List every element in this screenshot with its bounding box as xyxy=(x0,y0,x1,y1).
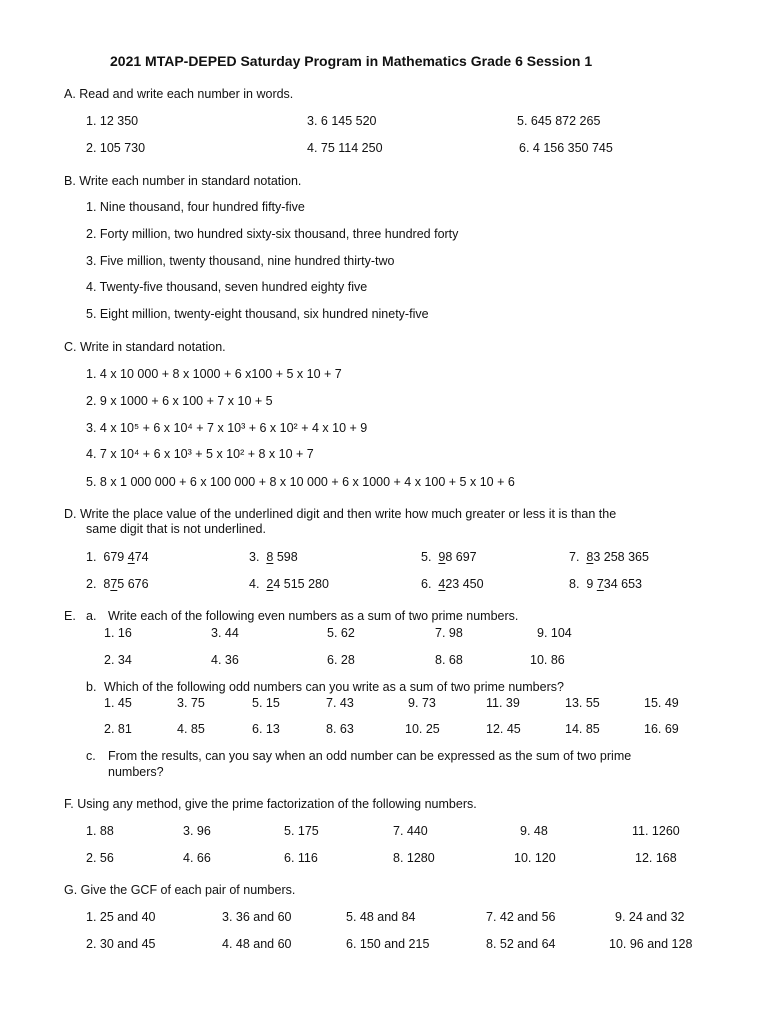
list-item: 14. 85 xyxy=(565,722,600,736)
list-item: 3. 96 xyxy=(183,824,211,838)
list-item: 1. 45 xyxy=(104,696,132,710)
page-title: 2021 MTAP-DEPED Saturday Program in Mathematics Grade 6 Session 1 xyxy=(110,53,593,69)
list-item: 3. 6 145 520 xyxy=(307,114,377,128)
list-item: 4. 75 114 250 xyxy=(307,141,383,155)
list-item: 2. 81 xyxy=(104,722,132,736)
part-marker: a. xyxy=(86,609,97,623)
underlined-digit: 8 xyxy=(266,550,274,564)
section-g-heading: G. Give the GCF of each pair of numbers. xyxy=(64,883,296,897)
list-item: 2. 56 xyxy=(86,851,114,865)
part-c-question-cont: numbers? xyxy=(108,765,164,779)
part-marker: c. xyxy=(86,749,96,763)
part-b-instruction: Which of the following odd numbers can you write as a sum of two prime numbers? xyxy=(104,680,564,694)
list-item: 12. 45 xyxy=(486,722,521,736)
underlined-digit: 4 xyxy=(127,550,135,564)
list-item: 5. Eight million, twenty-eight thousand, six hundred ninety-five xyxy=(86,307,429,321)
list-item: 2. 34 xyxy=(104,653,132,667)
list-item: 8. 9 734 653 xyxy=(569,577,643,591)
list-item: 1. 4 x 10 000 + 8 x 1000 + 6 x100 + 5 x 10 + 7 xyxy=(86,367,342,381)
list-item: 5. 15 xyxy=(252,696,280,710)
list-item: 7. 440 xyxy=(393,824,428,838)
list-item: 7. 43 xyxy=(326,696,354,710)
list-item: 10. 25 xyxy=(405,722,440,736)
list-item: 7. 98 xyxy=(435,626,463,640)
list-item: 16. 69 xyxy=(644,722,679,736)
list-item: 1. Nine thousand, four hundred fifty-five xyxy=(86,200,305,214)
list-item: 4. 7 x 10⁴ + 6 x 10³ + 5 x 10² + 8 x 10 + 7 xyxy=(86,447,314,461)
list-item: 2. 105 730 xyxy=(86,141,146,155)
list-item: 9. 104 xyxy=(537,626,572,640)
underlined-digit: 7 xyxy=(110,577,118,591)
part-c-question: From the results, can you say when an odd number can be expressed as the sum of two prime xyxy=(108,749,632,763)
list-item: 6. 28 xyxy=(327,653,355,667)
list-item: 10. 86 xyxy=(530,653,565,667)
list-item: 4. 66 xyxy=(183,851,211,865)
list-item: 5. 8 x 1 000 000 + 6 x 100 000 + 8 x 10 000 + 6 x 1000 + 4 x 100 + 5 x 10 + 6 xyxy=(86,475,515,489)
list-item: 4. Twenty-five thousand, seven hundred eighty five xyxy=(86,280,368,294)
list-item: 6. 150 and 215 xyxy=(346,937,430,951)
list-item: 2. 875 676 xyxy=(86,577,149,591)
list-item: 4. 36 xyxy=(211,653,239,667)
list-item: 1. 679 474 xyxy=(86,550,149,564)
underlined-digit: 9 xyxy=(438,550,446,564)
list-item: 2. Forty million, two hundred sixty-six thousand, three hundred forty xyxy=(86,227,459,241)
section-a-heading: A. Read and write each number in words. xyxy=(64,87,294,101)
list-item: 1. 88 xyxy=(86,824,114,838)
list-item: 3. 36 and 60 xyxy=(222,910,292,924)
list-item: 6. 423 450 xyxy=(421,577,484,591)
list-item: 8. 68 xyxy=(435,653,463,667)
section-d-heading-cont: same digit that is not underlined. xyxy=(86,522,266,536)
part-marker: b. xyxy=(86,680,97,694)
list-item: 3. Five million, twenty thousand, nine hundred thirty-two xyxy=(86,254,395,268)
list-item: 4. 24 515 280 xyxy=(249,577,329,591)
list-item: 7. 42 and 56 xyxy=(486,910,556,924)
section-c-heading: C. Write in standard notation. xyxy=(64,340,226,354)
list-item: 11. 39 xyxy=(486,696,520,710)
underlined-digit: 2 xyxy=(266,577,274,591)
list-item: 6. 4 156 350 745 xyxy=(519,141,613,155)
list-item: 1. 25 and 40 xyxy=(86,910,156,924)
list-item: 7. 83 258 365 xyxy=(569,550,649,564)
list-item: 5. 48 and 84 xyxy=(346,910,416,924)
list-item: 13. 55 xyxy=(565,696,600,710)
list-item: 8. 1280 xyxy=(393,851,435,865)
list-item: 4. 48 and 60 xyxy=(222,937,292,951)
underlined-digit: 4 xyxy=(438,577,446,591)
list-item: 6. 13 xyxy=(252,722,280,736)
section-d-heading: D. Write the place value of the underlined digit and then write how much greater or less it is than the xyxy=(64,507,617,521)
section-b-heading: B. Write each number in standard notation. xyxy=(64,174,302,188)
list-item: 8. 63 xyxy=(326,722,354,736)
underlined-digit: 7 xyxy=(596,577,604,591)
underlined-digit: 8 xyxy=(586,550,594,564)
list-item: 5. 175 xyxy=(284,824,319,838)
list-item: 9. 73 xyxy=(408,696,436,710)
list-item: 3. 8 598 xyxy=(249,550,298,564)
list-item: 5. 98 697 xyxy=(421,550,477,564)
list-item: 3. 75 xyxy=(177,696,205,710)
list-item: 12. 168 xyxy=(635,851,677,865)
list-item: 2. 9 x 1000 + 6 x 100 + 7 x 10 + 5 xyxy=(86,394,273,408)
section-e-label: E. xyxy=(64,609,76,623)
list-item: 3. 44 xyxy=(211,626,239,640)
section-f-heading: F. Using any method, give the prime factorization of the following numbers. xyxy=(64,797,477,811)
list-item: 6. 116 xyxy=(284,851,318,865)
list-item: 10. 120 xyxy=(514,851,556,865)
list-item: 4. 85 xyxy=(177,722,205,736)
list-item: 1. 16 xyxy=(104,626,132,640)
list-item: 15. 49 xyxy=(644,696,679,710)
list-item: 2. 30 and 45 xyxy=(86,937,156,951)
list-item: 9. 48 xyxy=(520,824,548,838)
list-item: 5. 645 872 265 xyxy=(517,114,601,128)
list-item: 8. 52 and 64 xyxy=(486,937,556,951)
list-item: 1. 12 350 xyxy=(86,114,139,128)
part-a-instruction: Write each of the following even numbers as a sum of two prime numbers. xyxy=(108,609,519,623)
list-item: 10. 96 and 128 xyxy=(609,937,693,951)
list-item: 11. 1260 xyxy=(632,824,680,838)
list-item: 5. 62 xyxy=(327,626,355,640)
list-item: 9. 24 and 32 xyxy=(615,910,685,924)
list-item: 3. 4 x 10⁵ + 6 x 10⁴ + 7 x 10³ + 6 x 10² + 4 x 10 + 9 xyxy=(86,421,368,435)
